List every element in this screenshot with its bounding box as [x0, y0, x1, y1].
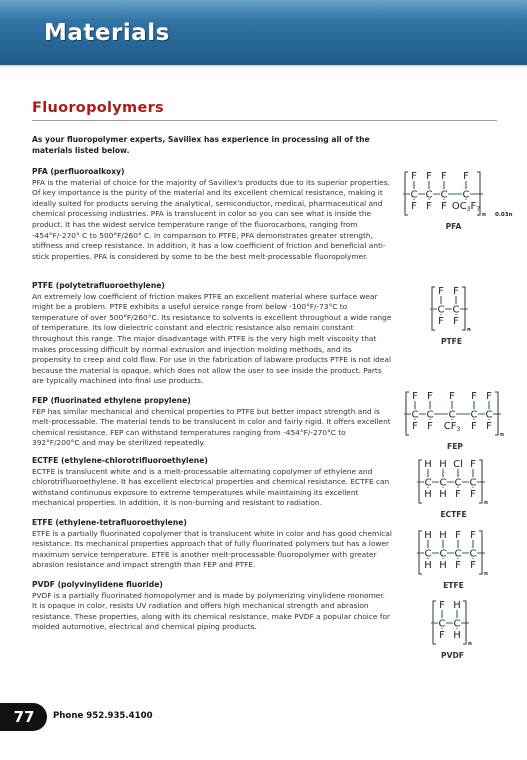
- carbon-atom: C: [438, 618, 446, 630]
- carbon-atom: C: [452, 304, 460, 316]
- material-ptfe: [32, 281, 392, 387]
- carbon-atom: C: [411, 409, 419, 421]
- structure-label: ETFE: [443, 581, 464, 590]
- material-description: PFA is the material of choice for the majority of Savillex's products due to its superior properties. Of key importance is the purity of the material and its excellent chemical resistance, making it ideally suited for products serving the analytical, semiconductor, medical, pharmaceutical and chemical processing industries. PFA is translucent in color so you can see what is inside the product. It has the widest service temperature range of the fluorocarbons, ranging from -454°F/-270° C to 500°F/260° C. In comparison to PTFE, PFA demonstrates greater strength, stiffness and creep resistance. In addition, it has a low coefficient of friction and beneficial anti-stick properties. PFA is considered by some to be the best melt-processable fluoropolymer.: [32, 177, 391, 261]
- top-atom: F: [439, 600, 445, 611]
- page-title: Materials: [44, 20, 170, 46]
- material-description: PVDF is a partially fluorinated homopolymer and is made by polymerizing vinylidene monomer. It is opaque in color, resists UV radiation and offers high mechanical strength and abrasion resistance. These properties, along with its chemical resistance, make PVDF a popular choice for molded automotive, electrical and chemical piping products.: [32, 590, 390, 632]
- top-atom: F: [463, 171, 469, 182]
- material-fep: [32, 396, 392, 449]
- section-divider: [32, 120, 497, 121]
- carbon-atom: C: [454, 548, 462, 560]
- footer-phone: Phone 952.935.4100: [53, 711, 153, 721]
- top-atom: H: [424, 459, 432, 470]
- bottom-atom: F: [470, 560, 476, 571]
- bottom-atom: F: [453, 316, 459, 327]
- structure-label: FEP: [447, 442, 463, 451]
- bottom-atom: F: [411, 201, 417, 212]
- repeat-subscript: n: [467, 327, 471, 333]
- top-atom: F: [470, 530, 476, 541]
- material-pvdf: [32, 580, 392, 633]
- carbon-atom: C: [469, 548, 477, 560]
- structure-diagram: [403, 388, 507, 438]
- material-description: ETFE is a partially fluorinated copolymer that is translucent white in color and has good chemical resistance. Its mechanical properties approach that of fully fluorinated polymers but has a lower maximum service temperature. ETFE is another melt-processable fluoropolymer with greater abrasion resistance and impact strength than FEP and PTFE.: [32, 528, 392, 570]
- top-atom: F: [426, 171, 432, 182]
- top-atom: F: [449, 391, 455, 402]
- top-atom: H: [424, 530, 432, 541]
- top-atom: H: [439, 530, 447, 541]
- repeat-subscript: n: [482, 212, 486, 218]
- top-atom: F: [412, 391, 418, 402]
- bottom-atom: F: [486, 421, 492, 432]
- bottom-atom: H: [424, 560, 432, 571]
- material-etfe: [32, 518, 392, 571]
- bottom-atom: F: [455, 489, 461, 500]
- top-atom: F: [471, 391, 477, 402]
- material-title: PFA (perfluoroalkoxy): [32, 167, 125, 176]
- carbon-atom: C: [410, 189, 418, 201]
- material-title: ETFE (ethylene-tetrafluoroethylene): [32, 518, 187, 527]
- material-pfa: [32, 167, 392, 262]
- carbon-atom: C: [448, 409, 456, 421]
- structure-diagram: [416, 527, 491, 577]
- carbon-atom: C: [454, 477, 462, 489]
- structure-diagram: [402, 168, 513, 218]
- carbon-atom: C: [453, 618, 461, 630]
- repeat-subscript: n: [484, 500, 488, 506]
- structure-diagram: [430, 597, 475, 647]
- bottom-atom: $OC_3F_7$: [451, 201, 481, 213]
- carbon-atom: C: [469, 477, 477, 489]
- material-title: FEP (fluorinated ethylene propylene): [32, 396, 191, 405]
- bottom-atom: F: [412, 421, 418, 432]
- bottom-atom: F: [427, 421, 433, 432]
- bottom-atom: $CF_3$: [443, 421, 461, 433]
- header-banner: [0, 0, 527, 65]
- top-atom: F: [427, 391, 433, 402]
- structure-fep: [403, 388, 507, 451]
- bottom-atom: F: [455, 560, 461, 571]
- material-title: PTFE (polytetrafluoroethylene): [32, 281, 165, 290]
- material-title: ECTFE (ethylene-chlorotrifluoroethylene): [32, 456, 208, 465]
- bottom-atom: F: [441, 201, 447, 212]
- top-atom: F: [411, 171, 417, 182]
- top-atom: F: [438, 286, 444, 297]
- carbon-atom: C: [426, 409, 434, 421]
- structure-etfe: [416, 527, 491, 590]
- top-atom: H: [453, 600, 461, 611]
- structure-label: PFA: [445, 222, 462, 231]
- top-atom: F: [470, 459, 476, 470]
- section-intro: As your fluoropolymer experts, Savillex has experience in processing all of the materials listed below.: [32, 135, 370, 155]
- structure-ptfe: [429, 283, 474, 346]
- bottom-atom: H: [453, 630, 461, 641]
- bottom-atom: H: [439, 560, 447, 571]
- carbon-atom: C: [424, 477, 432, 489]
- carbon-atom: C: [470, 409, 478, 421]
- bottom-atom: F: [438, 316, 444, 327]
- structure-ectfe: [416, 456, 491, 519]
- structure-label: ECTFE: [440, 510, 467, 519]
- repeat-subscript: n: [484, 571, 488, 577]
- carbon-atom: C: [439, 477, 447, 489]
- bottom-atom: F: [426, 201, 432, 212]
- carbon-atom: C: [424, 548, 432, 560]
- structure-diagram: [429, 283, 474, 333]
- carbon-atom: C: [439, 548, 447, 560]
- top-atom: Cl: [453, 459, 463, 470]
- structure-label: PTFE: [440, 337, 463, 346]
- top-atom: H: [439, 459, 447, 470]
- material-description: ECTFE is translucent white and is a melt-processable alternating copolymer of ethylene and chlorotrifluoroethylene. It has excellent electrical properties and chemical resistance. ECTFE can withstand continuous exposure to extreme temperatures while maintaining its excellent mechanical properties. In addition, it is non-burning and resistant to radiation.: [32, 466, 390, 508]
- repeat-subscript: n: [500, 432, 504, 438]
- bottom-atom: F: [471, 421, 477, 432]
- material-description: FEP has similar mechanical and chemical properties to PTFE but better impact strength and is melt-processable. The material tends to be translucent in color and fairly rigid. It offers excellent chemical resistance. FEP can withstand temperatures ranging from -454°F/-270°C to 392°F/200°C and may be sterilized repeatedly.: [32, 406, 391, 448]
- structure-pfa: [402, 168, 513, 231]
- carbon-atom: C: [440, 189, 448, 201]
- structure-pvdf: [430, 597, 475, 660]
- material-description: An extremely low coefficient of friction makes PTFE an excellent material where surface wear might be a problem. PTFE exhibits a useful service range from below -100°F/-73°C to temperature of over 500°F/260°C. Its resistance to solvents is excellent throughout a wide range of temperature. Its low dielectric constant and electric resistance also remain constant throughout this range. The major disadvantage with PTFE is the very high melt viscosity that makes processing difficult by normal extrusion and injection molding methods, and its propensity to creep and cold flow. For use in the fabrication of labware products PTFE is not ideal because the material is opaque, which does not allow the user to see inside the product. Parts are typically machined into final use products.: [32, 291, 392, 386]
- bottom-atom: F: [439, 630, 445, 641]
- carbon-atom: C: [485, 409, 493, 421]
- section-title: Fluoropolymers: [32, 100, 164, 116]
- repeat-subscript: n: [468, 641, 472, 647]
- structure-diagram: [416, 456, 491, 506]
- top-atom: F: [486, 391, 492, 402]
- top-atom: F: [455, 530, 461, 541]
- top-atom: F: [453, 286, 459, 297]
- header-shadow: [0, 65, 527, 68]
- material-ectfe: [32, 456, 392, 509]
- carbon-atom: C: [425, 189, 433, 201]
- top-atom: F: [441, 171, 447, 182]
- bottom-atom: H: [439, 489, 447, 500]
- page-number: 77: [13, 708, 35, 726]
- bottom-atom: H: [424, 489, 432, 500]
- repeat-subscript: 0.03n: [495, 212, 513, 218]
- carbon-atom: C: [462, 189, 470, 201]
- material-title: PVDF (polyvinylidene fluoride): [32, 580, 163, 589]
- bottom-atom: F: [470, 489, 476, 500]
- structure-label: PVDF: [441, 651, 464, 660]
- carbon-atom: C: [437, 304, 445, 316]
